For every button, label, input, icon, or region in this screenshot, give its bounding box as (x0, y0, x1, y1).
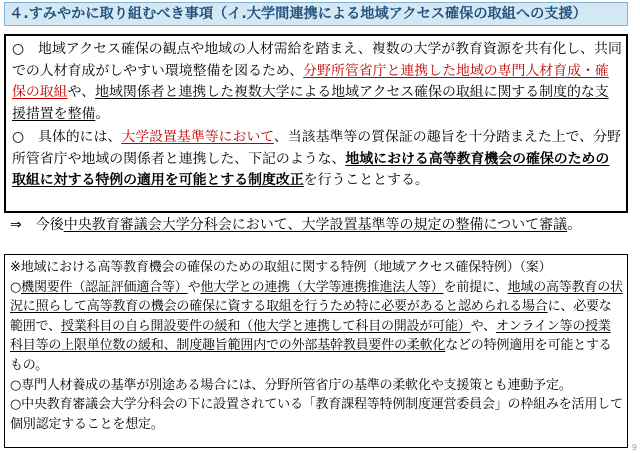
text-run: や、 (67, 84, 96, 100)
text-run: を前提に、 (443, 279, 508, 295)
text-run: 、当該基準等の質保証の趣旨を十分踏まえた上で、分野所管省庁や地域の関係者と連携した、下記のような、 (12, 129, 621, 167)
text-run: などの特例適用を可能とするもの。 (10, 338, 612, 373)
highlight-underline: 分野所管省庁と連携した地域の専門人材育成・確保の取組 (12, 62, 609, 100)
policy-box (4, 34, 628, 213)
bold-underline-text: 地域における高等教育機会の確保のための取組に対する特例の適用を可能とする制度改正 (12, 150, 610, 188)
text-run: 。 (567, 217, 582, 233)
underline-text: 地域の高等教育の状況に照らして高等教育の機会の確保に資する取組を行うため特に必要があると認められる場合 (10, 279, 623, 315)
underline-text: 授業科目の自ら開設要件の緩和（他大学と連携して科目の開設が可能） (60, 318, 471, 334)
page-number: 9 (631, 443, 637, 452)
provision-heading: ※地域における高等教育機会の確保のための取組に関する特例（地域アクセス確保特例）（案） (10, 260, 552, 275)
text-run: や、 (470, 318, 496, 334)
provision-item-2: ○専門人材養成の基準が別途ある場合には、分野所管省庁の基準の柔軟化や支援策とも連動予定。 (10, 377, 572, 393)
underline-text: オンライン等の授業科目等の上限単位数の緩和、制度趣旨範囲内での外部基幹教員要件の柔軟化 (10, 318, 611, 354)
highlight-underline: 大学設置基準等において (121, 129, 274, 145)
text-run: に、必要な範囲で、 (10, 299, 612, 334)
underline-text: 地域関係者と連携した複数大学による地域アクセス確保の取組に関する制度的な支援措置を整備 (12, 84, 609, 122)
text-run: ⇒ 今後 (10, 217, 64, 233)
provision-item-1 (10, 278, 623, 376)
section-title: ４.すみやかに取り組むべき事項（イ.大学間連携による地域アクセス確保の取組への支援） (4, 2, 628, 26)
text-run: や (187, 279, 201, 295)
underline-text: 機関要件（認証評価適合等） (21, 279, 188, 295)
text-run: ○ (10, 279, 22, 295)
underline-text: 他大学との連携（大学等連携推進法人等） (200, 279, 444, 295)
text-run: ○ 地域アクセス確保の観点や地域の人材需給を踏まえ、複数の大学が教育資源を共有化し、共同での人材育成がしやすい環境整備を図るため、 (12, 41, 622, 79)
special-provision-box (4, 254, 628, 448)
underline-text: 中央教育審議会大学分科会において、大学設置基準等の規定の整備について審議 (63, 217, 568, 233)
text-run: を行うこととする。 (303, 172, 429, 188)
next-step-note (10, 215, 630, 235)
policy-paragraph-1 (12, 39, 622, 125)
policy-paragraph-2 (12, 127, 622, 192)
text-run: 。 (95, 105, 110, 122)
provision-item-3: ○中央教育審議会大学分科会の下に設置されている「教育課程等特例制度運営委員会」の枠組みを活用して個別認定することを想定。 (10, 397, 623, 432)
text-run: ○ 具体的には、 (12, 129, 122, 145)
